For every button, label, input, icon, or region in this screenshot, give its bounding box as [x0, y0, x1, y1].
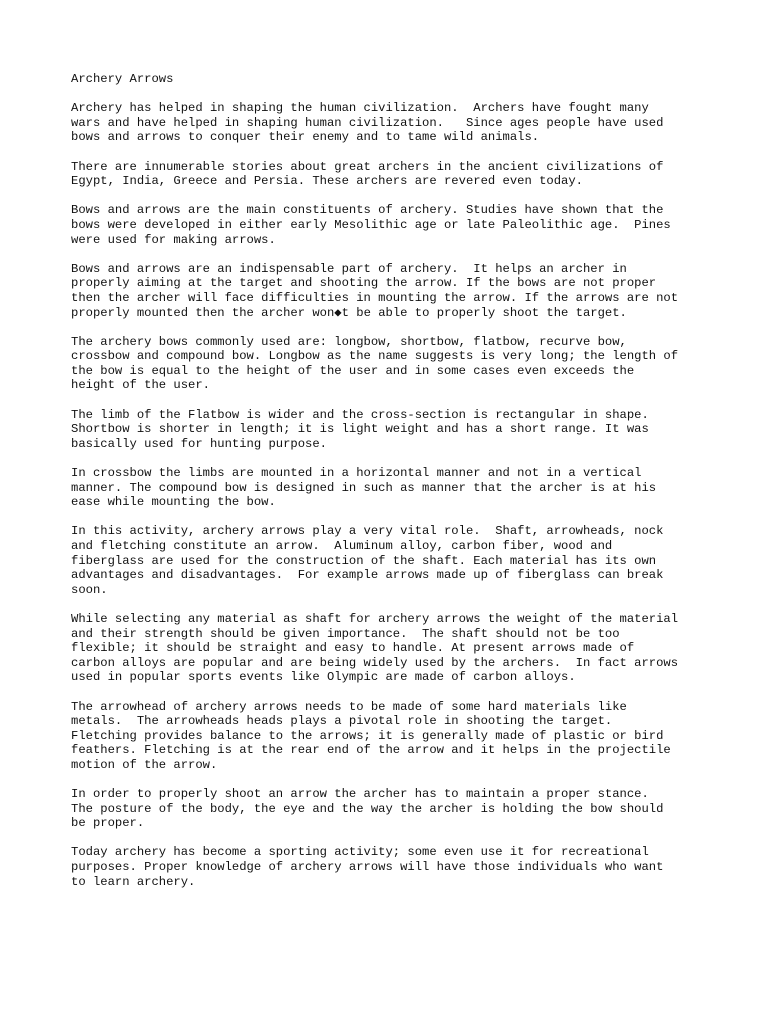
text-line: feathers. Fletching is at the rear end of the arrow and it helps in the projectile	[71, 743, 671, 758]
text-line: bows were developed in either early Mesolithic age or late Paleolithic age. Pines	[71, 217, 671, 232]
text-line: be proper.	[71, 816, 145, 831]
text-line: The limb of the Flatbow is wider and the cross-section is rectangular in shape.	[71, 407, 649, 422]
text-line: Egypt, India, Greece and Persia. These archers are revered even today.	[71, 174, 583, 189]
text-line: basically used for hunting purpose.	[71, 436, 327, 451]
text-line: carbon alloys are popular and are being widely used by the archers. In fact arrows	[71, 655, 679, 670]
text-line: fiberglass are used for the construction of the shaft. Each material has its own	[71, 553, 657, 568]
text-line: Archery has helped in shaping the human civilization. Archers have fought many	[71, 101, 649, 116]
text-line: to learn archery.	[71, 874, 196, 889]
paragraph	[71, 408, 711, 452]
paragraph	[71, 524, 711, 597]
paragraph	[71, 101, 711, 145]
text-line: In this activity, archery arrows play a very vital role. Shaft, arrowheads, nock	[71, 524, 664, 539]
paragraph	[71, 160, 711, 189]
paragraph	[71, 262, 711, 320]
text-line: wars and have helped in shaping human civilization. Since ages people have used	[71, 115, 664, 130]
text-line: There are innumerable stories about great archers in the ancient civilizations of	[71, 159, 664, 174]
text-line: soon.	[71, 582, 108, 597]
text-line: The archery bows commonly used are: longbow, shortbow, flatbow, recurve bow,	[71, 334, 627, 349]
text-line: Bows and arrows are the main constituents of archery. Studies have shown that the	[71, 203, 664, 218]
text-line: properly mounted then the archer won◆t be able to properly shoot the target.	[71, 305, 627, 320]
text-line: Bows and arrows are an indispensable part of archery. It helps an archer in	[71, 261, 627, 276]
paragraph	[71, 612, 711, 685]
text-line: then the archer will face difficulties in mounting the arrow. If the arrows are not	[71, 290, 679, 305]
text-line: properly aiming at the target and shooting the arrow. If the bows are not proper	[71, 276, 657, 291]
paragraph	[71, 466, 711, 510]
text-line: ease while mounting the bow.	[71, 495, 276, 510]
paragraph-list	[71, 101, 711, 889]
paragraph	[71, 787, 711, 831]
document-body	[71, 72, 711, 904]
text-line: metals. The arrowheads heads plays a pivotal role in shooting the target.	[71, 714, 613, 729]
text-line: While selecting any material as shaft for archery arrows the weight of the material	[71, 611, 679, 626]
text-line: crossbow and compound bow. Longbow as the name suggests is very long; the length of	[71, 349, 679, 364]
document-title: Archery Arrows	[71, 72, 174, 86]
text-line: and their strength should be given importance. The shaft should not be too	[71, 626, 620, 641]
text-line: Fletching provides balance to the arrows; it is generally made of plastic or bird	[71, 728, 664, 743]
paragraph	[71, 335, 711, 393]
text-line: In order to properly shoot an arrow the archer has to maintain a proper stance.	[71, 787, 649, 802]
text-line: height of the user.	[71, 378, 210, 393]
text-line: Today archery has become a sporting activity; some even use it for recreational	[71, 845, 649, 860]
text-line: The posture of the body, the eye and the way the archer is holding the bow should	[71, 801, 664, 816]
text-line: advantages and disadvantages. For example arrows made up of fiberglass can break	[71, 568, 664, 583]
text-line: motion of the arrow.	[71, 757, 218, 772]
paragraph	[71, 845, 711, 889]
text-line: The arrowhead of archery arrows needs to be made of some hard materials like	[71, 699, 627, 714]
text-line: purposes. Proper knowledge of archery arrows will have those individuals who want	[71, 860, 664, 875]
text-line: flexible; it should be straight and easy to handle. At present arrows made of	[71, 641, 635, 656]
paragraph	[71, 700, 711, 773]
paragraph	[71, 203, 711, 247]
text-line: and fletching constitute an arrow. Aluminum alloy, carbon fiber, wood and	[71, 539, 613, 553]
text-line: were used for making arrows.	[71, 232, 276, 247]
text-line: bows and arrows to conquer their enemy and to tame wild animals.	[71, 130, 540, 145]
text-line: manner. The compound bow is designed in such as manner that the archer is at his	[71, 480, 657, 495]
text-line: the bow is equal to the height of the user and in some cases even exceeds the	[71, 363, 635, 378]
text-line: used in popular sports events like Olympic are made of carbon alloys.	[71, 670, 576, 685]
text-line: Shortbow is shorter in length; it is light weight and has a short range. It was	[71, 422, 649, 437]
text-line: In crossbow the limbs are mounted in a horizontal manner and not in a vertical	[71, 466, 642, 481]
